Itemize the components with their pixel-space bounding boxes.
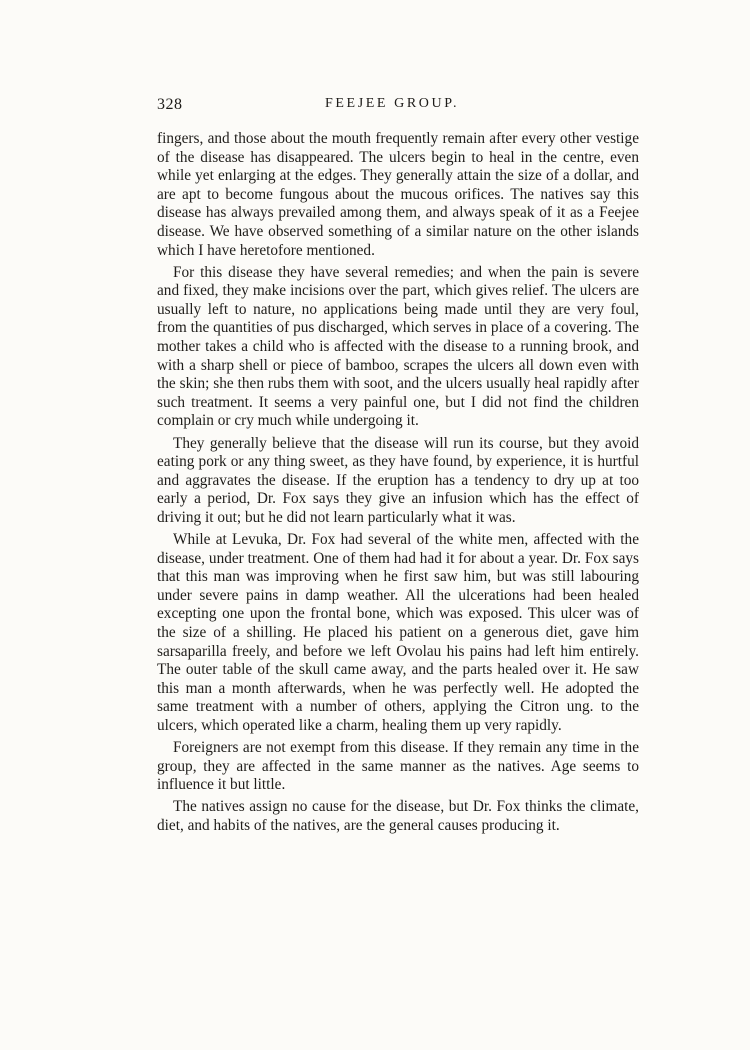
paragraph-beliefs: They generally believe that the disease will run its course, but they avoid eating pork or any thing sweet, as they have found, by experience, it is hurtful and aggravates the disease. If the eruption has a tendency to dry up at too early a period, Dr. Fox says they give an infusion which has the effect of driving it out; but he did not learn particularly what it was. xyxy=(157,434,639,526)
page-number: 328 xyxy=(157,96,183,113)
running-head xyxy=(157,96,639,120)
paragraph-foreigners: Foreigners are not exempt from this disease. If they remain any time in the group, they are affected in the same manner as the natives. Age seems to influence it but little. xyxy=(157,739,639,794)
paragraph-causes: The natives assign no cause for the disease, but Dr. Fox thinks the climate, diet, and habits of the natives, are the general causes producing it. xyxy=(157,798,639,834)
running-title: FEEJEE GROUP. xyxy=(325,96,460,111)
body-text xyxy=(157,130,639,839)
paragraph-remedies: For this disease they have several remedies; and when the pain is severe and fixed, they make incisions over the part, which gives relief. The ulcers are usually left to nature, no applications being made until they are very foul, from the quantities of pus discharged, which serves in place of a covering. The mother takes a child who is affected with the disease to a running brook, and with a sharp shell or piece of bamboo, scrapes the ulcers all down even with the skin; she then rubs them with soot, and the ulcers usually heal rapidly after such treatment. It seems a very painful one, but I did not find the children complain or cry much while undergoing it. xyxy=(157,263,639,430)
paragraph-levuka-treatment: While at Levuka, Dr. Fox had several of the white men, affected with the disease, under treatment. One of them had had it for about a year. Dr. Fox says that this man was improving when he first saw him, but was still labouring under severe pains in damp weather. All the ulcerations had been healed excepting one upon the frontal bone, which was exposed. This ulcer was of the size of a shilling. He placed his patient on a generous diet, gave him sarsaparilla freely, and before we left Ovolau his pains had left him entirely. The outer table of the skull came away, and the parts healed over it. He saw this man a month afterwards, when he was perfectly well. He adopted the same treatment with a number of others, applying the Citron ung. to the ulcers, which operated like a charm, healing them up very rapidly. xyxy=(157,530,639,734)
paragraph-continuation: fingers, and those about the mouth frequently remain after every other vestige of the disease has disappeared. The ulcers begin to heal in the centre, even while yet enlarging at the edges. They generally attain the size of a dollar, and are apt to become fungous about the mucous orifices. The natives say this disease has always prevailed among them, and always speak of it as a Feejee disease. We have observed something of a similar nature on the other islands which I have heretofore mentioned. xyxy=(157,130,639,259)
